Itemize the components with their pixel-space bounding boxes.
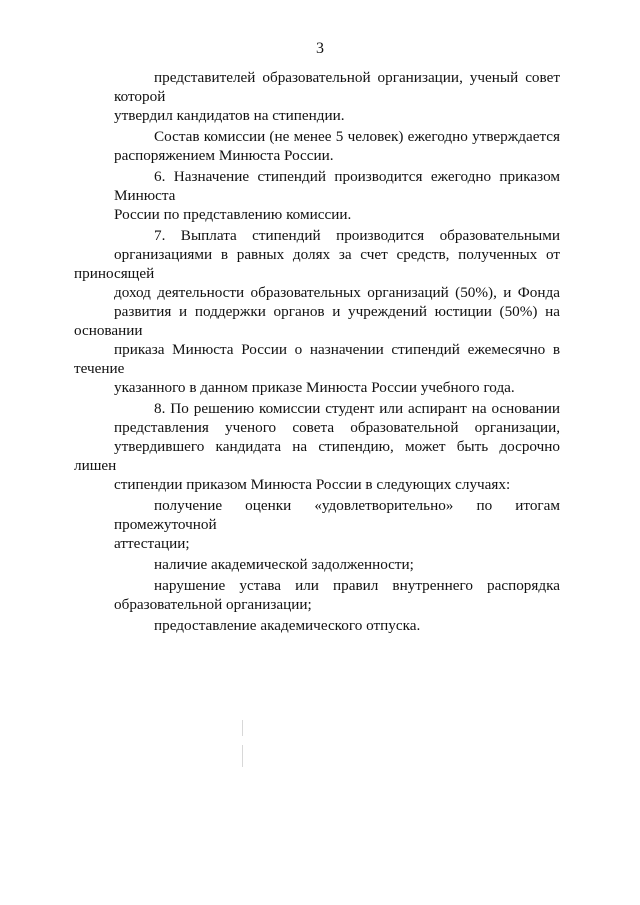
- text-line: 7. Выплата стипендий производится образовательными: [154, 227, 560, 244]
- paragraph-item-8: [74, 399, 560, 494]
- paragraph-item-7: [74, 226, 560, 397]
- page-number: 3: [316, 40, 324, 57]
- paragraph-commission-composition: [74, 127, 560, 165]
- text-line: Состав комиссии (не менее 5 человек) ежегодно утверждается: [154, 128, 560, 145]
- paragraph-case-debt: [74, 555, 560, 574]
- text-line: представления ученого совета образовательной организации,: [114, 419, 560, 436]
- paragraph-item-6: [74, 167, 560, 224]
- paragraph-case-grade: [74, 496, 560, 553]
- text-line: аттестации;: [114, 535, 190, 552]
- text-line: предоставление академического отпуска.: [154, 617, 421, 634]
- text-line: развития и поддержки органов и учреждений юстиции (50%) на основании: [74, 303, 560, 339]
- paragraph-representatives: [74, 68, 560, 125]
- text-line: нарушение устава или правил внутреннего распорядка: [154, 577, 560, 594]
- text-line: наличие академической задолженности;: [154, 556, 414, 573]
- paragraph-case-leave: [74, 616, 560, 635]
- document-body: [74, 68, 560, 637]
- text-line: России по представлению комиссии.: [114, 206, 352, 223]
- text-line: доход деятельности образовательных организаций (50%), и Фонда: [114, 284, 560, 301]
- paragraph-case-violation: [74, 576, 560, 614]
- text-line: указанного в данном приказе Минюста России учебного года.: [114, 379, 515, 396]
- text-line: 6. Назначение стипендий производится ежегодно приказом Минюста: [114, 168, 560, 204]
- text-line: стипендии приказом Минюста России в следующих случаях:: [114, 476, 511, 493]
- text-line: 8. По решению комиссии студент или аспирант на основании: [154, 400, 560, 417]
- text-line: представителей образовательной организации, ученый совет которой: [114, 69, 560, 105]
- text-line: организациями в равных долях за счет средств, полученных от приносящей: [74, 246, 560, 282]
- text-line: образовательной организации;: [114, 596, 312, 613]
- text-line: утвердившего кандидата на стипендию, может быть досрочно лишен: [74, 438, 560, 474]
- text-line: приказа Минюста России о назначении стипендий ежемесячно в течение: [74, 341, 560, 377]
- scan-artifact: [242, 745, 243, 767]
- scan-artifact: [242, 720, 243, 736]
- text-line: получение оценки «удовлетворительно» по итогам промежуточной: [114, 497, 560, 533]
- text-line: утвердил кандидатов на стипендии.: [114, 107, 345, 124]
- text-line: распоряжением Минюста России.: [114, 147, 334, 164]
